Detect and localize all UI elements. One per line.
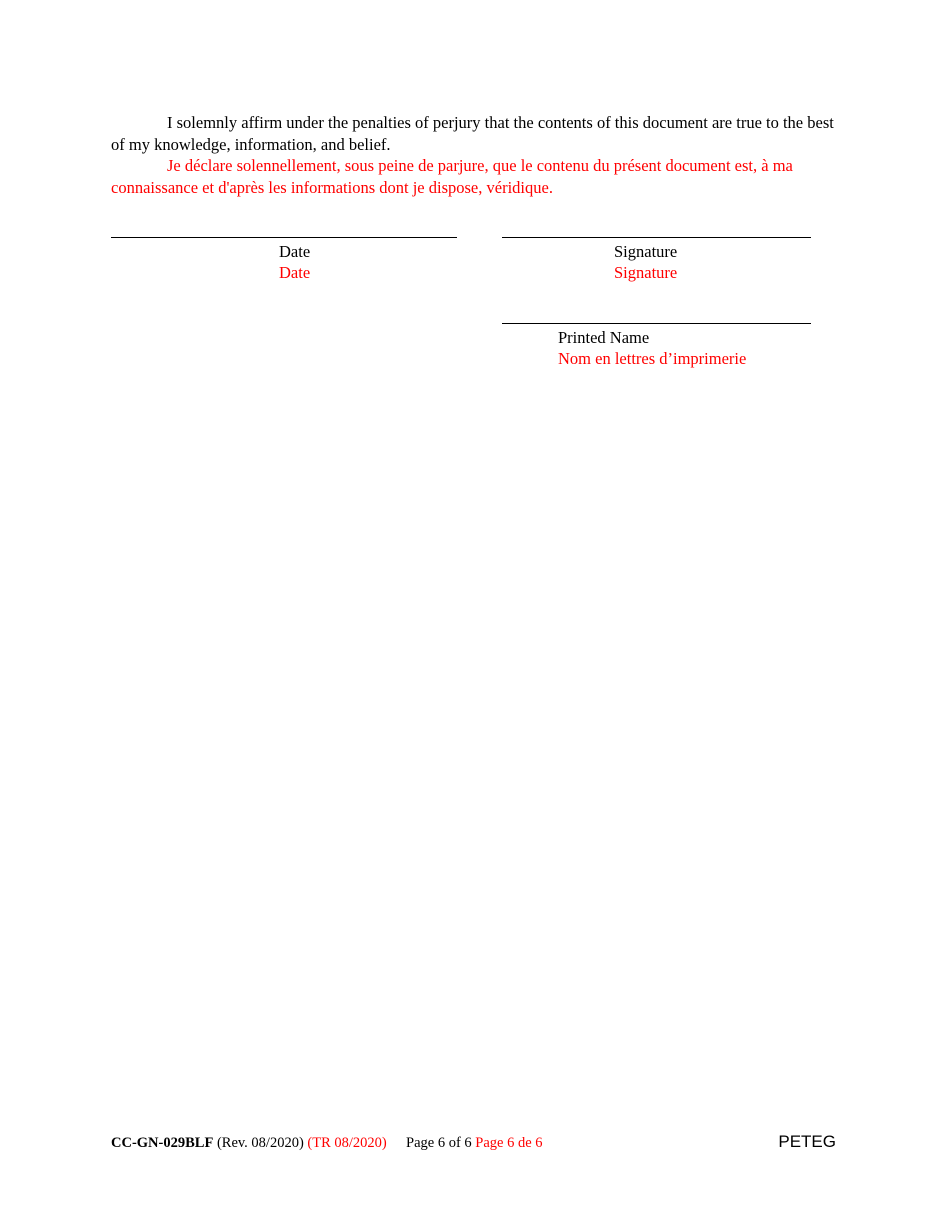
affirmation-section xyxy=(111,112,841,198)
form-abbreviation: PETEG xyxy=(778,1132,836,1151)
signature-line[interactable] xyxy=(502,237,811,238)
affirmation-text-french: Je déclare solennellement, sous peine de parjure, que le contenu du présent document est, à ma connaissance et d'après les informations dont je dispose, véridique. xyxy=(111,156,793,197)
printed-name-label-french: Nom en lettres d’imprimerie xyxy=(558,349,747,368)
affirmation-text-english: I solemnly affirm under the penalties of perjury that the contents of this document are true to the best of my knowledge, information, and belief. xyxy=(111,113,834,154)
date-line[interactable] xyxy=(111,237,457,238)
form-code: CC-GN-029BLF xyxy=(111,1135,214,1151)
date-label-english: Date xyxy=(279,242,311,261)
date-label-french: Date xyxy=(279,263,311,282)
printed-name-line[interactable] xyxy=(502,323,811,324)
signature-label-french: Signature xyxy=(614,263,678,282)
page-footer xyxy=(111,1134,543,1152)
signature-label-english: Signature xyxy=(614,242,678,261)
page-number-french: Page 6 de 6 xyxy=(475,1135,543,1151)
translation-revision: (TR 08/2020) xyxy=(307,1135,387,1151)
page-number-english: Page 6 of 6 xyxy=(406,1135,472,1151)
printed-name-label-english: Printed Name xyxy=(558,328,650,347)
form-revision: (Rev. 08/2020) xyxy=(216,1135,304,1151)
